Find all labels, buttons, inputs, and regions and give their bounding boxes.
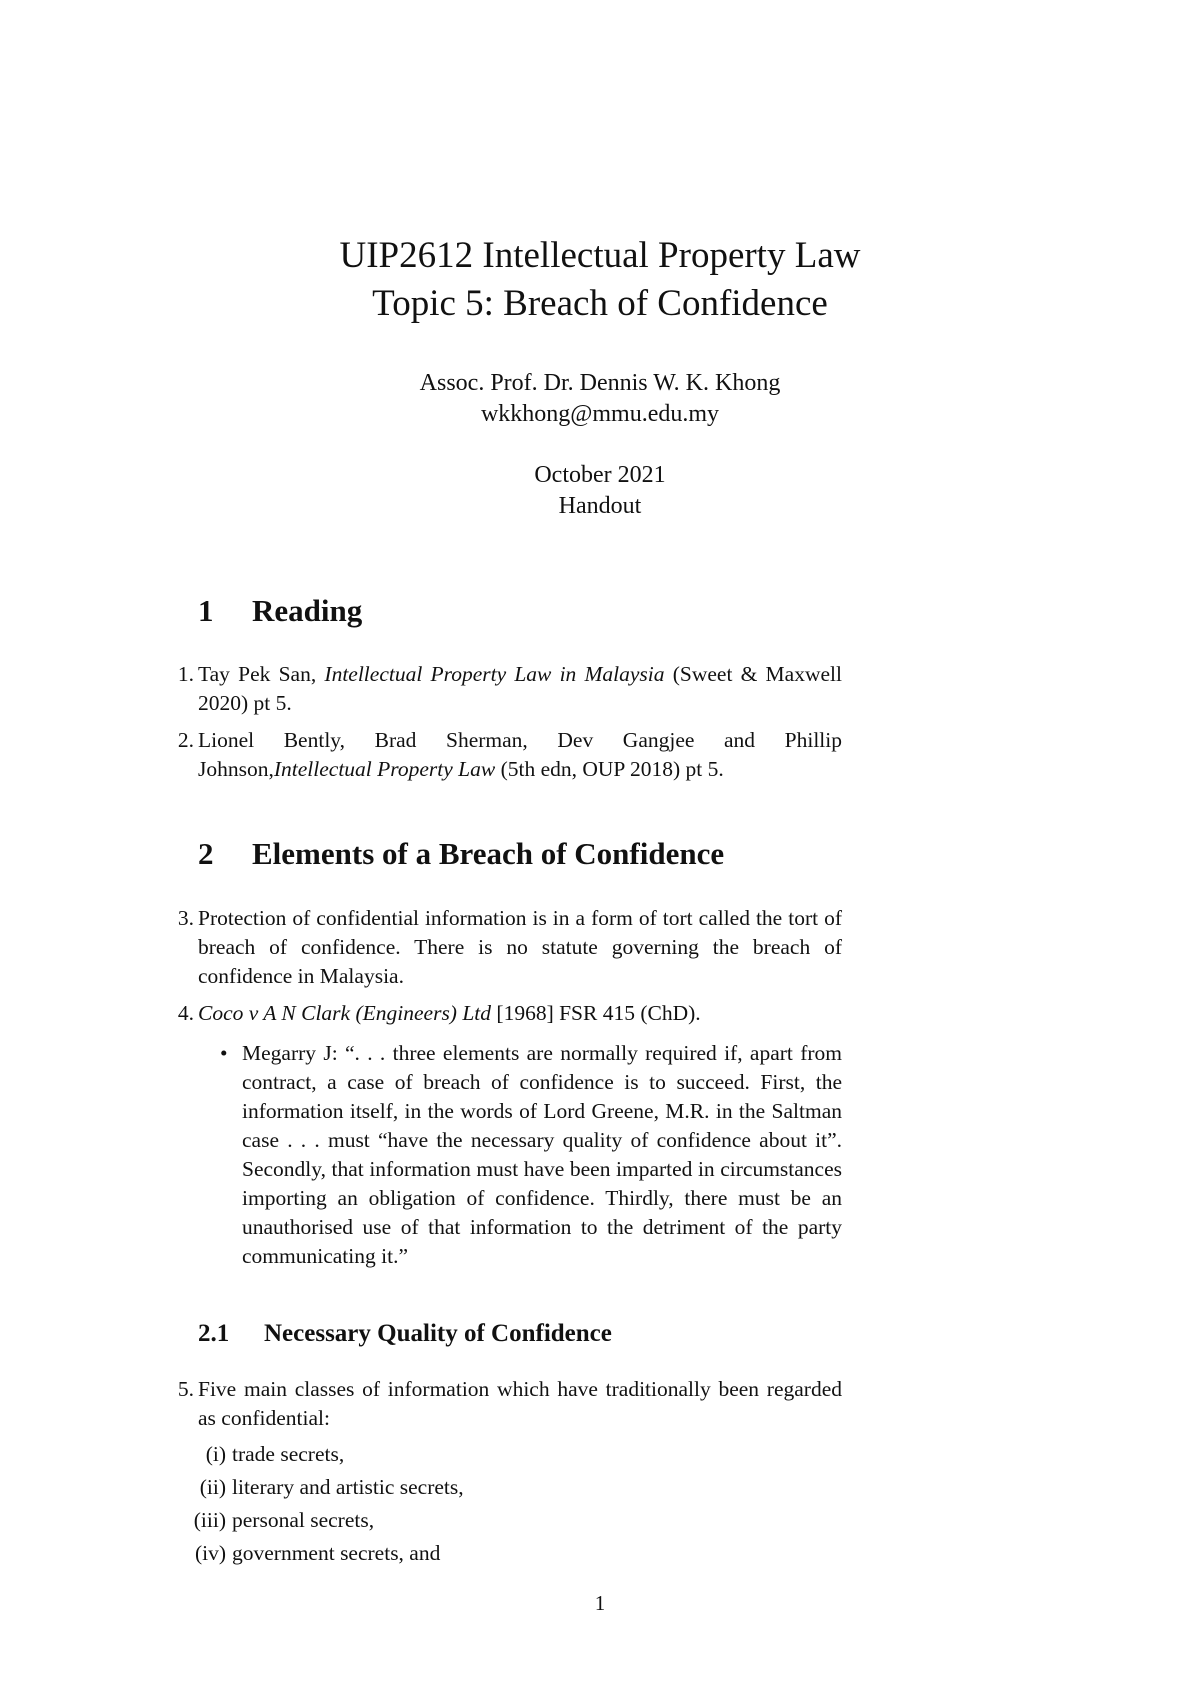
section-title: Elements of a Breach of Confidence xyxy=(252,836,725,871)
quote-bullet-list xyxy=(220,1039,842,1271)
class-text: government secrets, and xyxy=(232,1541,441,1565)
class-number: (ii) xyxy=(199,1475,226,1499)
item-text: (5th edn, OUP 2018) pt 5. xyxy=(495,757,724,781)
class-item xyxy=(180,1506,840,1535)
item-text: (Sweet & Maxwell 2020) pt 5. xyxy=(198,662,842,715)
class-item xyxy=(180,1473,840,1502)
list-item: 2. Lionel Bently, Brad Sherman, Dev Gangjee and Phillip Johnson,Intellectual Property Law (5th edn, OUP 2018) pt 5. xyxy=(177,728,842,781)
subsection-heading-quality xyxy=(198,1318,612,1350)
bullet-icon: • xyxy=(220,1041,228,1065)
document-kind: Handout xyxy=(558,493,642,519)
case-name: Coco v A N Clark (Engineers) Ltd xyxy=(198,1001,492,1025)
list-item: 3. Protection of confidential information is in a form of tort called the tort of breach of confidence. There is no statute governing the breach of confidence in Malaysia. xyxy=(177,906,842,988)
class-item xyxy=(180,1539,840,1568)
list-item: 4. Coco v A N Clark (Engineers) Ltd [1968] FSR 415 (ChD). xyxy=(177,1001,701,1025)
item-text: Protection of confidential information is in a form of tort called the tort of breach of confidence. There is no statute governing the breach of confidence in Malaysia. xyxy=(198,906,842,988)
date-block xyxy=(0,460,1200,522)
book-title: Intellectual Property Law in Malaysia xyxy=(324,662,665,686)
reading-list xyxy=(162,660,842,792)
section-number: 1 xyxy=(198,593,214,628)
page-number: 1 xyxy=(594,1591,606,1615)
class-text: trade secrets, xyxy=(232,1442,345,1466)
quality-list xyxy=(162,1375,842,1441)
document-title: UIP2612 Intellectual Property Law xyxy=(339,235,861,276)
class-number: (iv) xyxy=(194,1541,226,1565)
classes-list xyxy=(180,1440,840,1572)
section-number: 2 xyxy=(198,836,214,871)
item-text: Five main classes of information which have traditionally been regarded as confidential: xyxy=(198,1377,842,1430)
section-heading-elements xyxy=(198,834,724,874)
document-date: October 2021 xyxy=(534,462,666,488)
list-item: 5. Five main classes of information which have traditionally been regarded as confidential: xyxy=(177,1377,842,1430)
subsection-number: 2.1 xyxy=(198,1320,230,1347)
title-block xyxy=(0,232,1200,328)
section-title: Reading xyxy=(252,593,363,628)
class-text: personal secrets, xyxy=(232,1508,375,1532)
quote-text: Megarry J: “. . . three elements are normally required if, apart from contract, a case of breach of confidence is to succeed. First, the information itself, in the words of Lord Greene, M.R. in the Saltman case . . . must “have the necessary quality of confidence about it”. Secondly, that information must have been imparted in circumstances importing an obligation of confidence. Thirdly, there must be an unauthorised use of that information to the detriment of the party communicating it.” xyxy=(242,1041,842,1268)
book-title: Intellectual Property Law xyxy=(273,757,496,781)
author-email: wkkhong@mmu.edu.my xyxy=(480,401,720,427)
elements-list xyxy=(162,904,842,1036)
author-block xyxy=(0,368,1200,430)
class-number: (iii) xyxy=(193,1508,226,1532)
item-text: Tay Pek San, xyxy=(198,662,325,686)
author-name: Assoc. Prof. Dr. Dennis W. K. Khong xyxy=(419,370,781,396)
case-citation: [1968] FSR 415 (ChD). xyxy=(491,1001,701,1025)
quote-bullet xyxy=(220,1039,842,1271)
item-text: Lionel Bently, Brad Sherman, Dev Gangjee and Phillip Johnson, xyxy=(198,728,842,781)
class-item xyxy=(180,1440,840,1469)
section-heading-reading xyxy=(198,591,362,631)
class-number: (i) xyxy=(205,1442,226,1466)
list-item: 1. Tay Pek San, Intellectual Property Law in Malaysia (Sweet & Maxwell 2020) pt 5. xyxy=(177,662,842,715)
class-text: literary and artistic secrets, xyxy=(232,1475,464,1499)
subsection-title: Necessary Quality of Confidence xyxy=(264,1320,612,1347)
document-subtitle: Topic 5: Breach of Confidence xyxy=(372,283,828,324)
